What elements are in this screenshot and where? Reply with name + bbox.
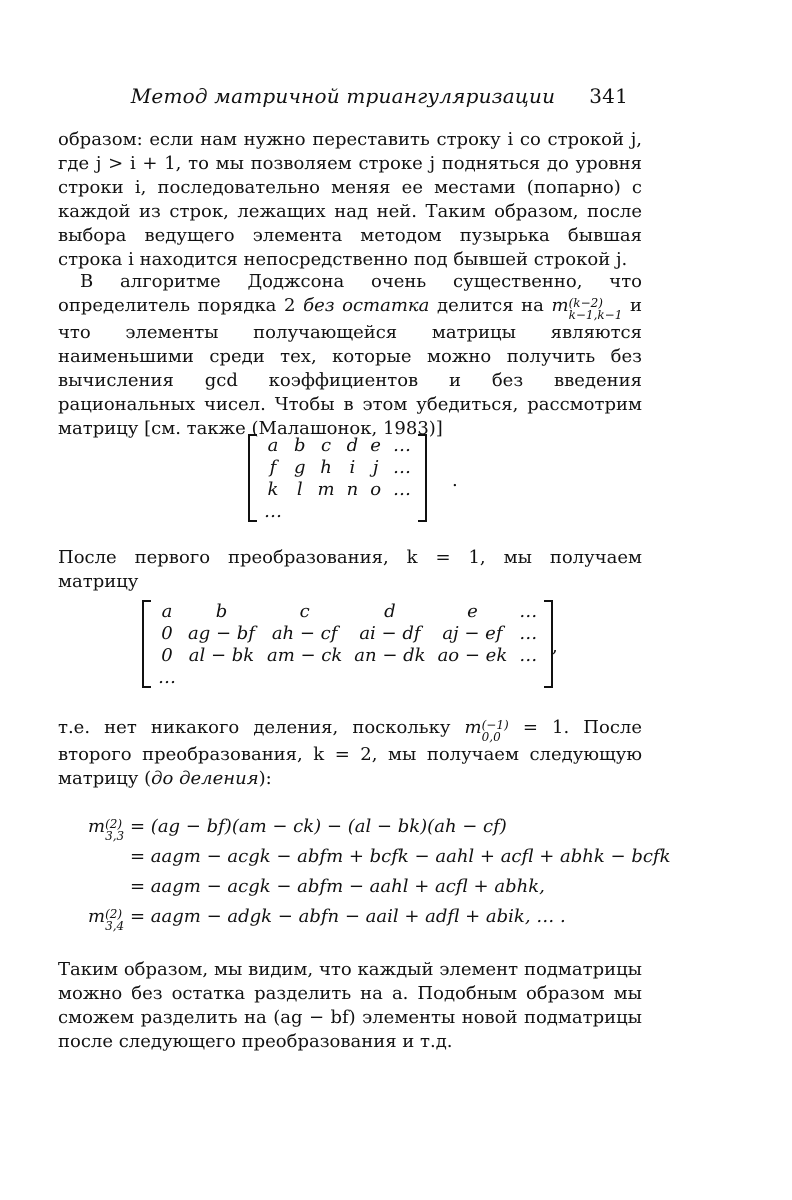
matrix-cell: … bbox=[264, 500, 282, 522]
equation-block bbox=[88, 812, 671, 933]
matrix-cell: b bbox=[215, 600, 228, 622]
matrix-1-left-bracket bbox=[248, 434, 257, 522]
matrix-1-tail: . bbox=[452, 470, 458, 491]
eq-rhs: = (ag − bf)(am − ck) − (al − bk)(ah − cf) bbox=[130, 816, 507, 837]
eq-lhs-base: m bbox=[88, 906, 106, 927]
matrix-cell: a bbox=[267, 434, 279, 456]
matrix-cell: b bbox=[294, 434, 306, 456]
m-index-stack bbox=[569, 297, 623, 321]
matrix-cell: e bbox=[370, 434, 381, 456]
matrix-cell: ag − bf bbox=[188, 622, 255, 644]
paragraph-4-part-b: = 1. После второго преобразования, k = 2, мы получаем следующую матрицу ( bbox=[58, 717, 642, 789]
m00-symbol: m bbox=[464, 717, 482, 738]
paragraph-4-part-a: т.е. нет никакого деления, поскольку bbox=[58, 717, 451, 738]
paragraph-2-part-a: В алгоритме Доджсона очень существенно, что определитель порядка 2 bbox=[58, 271, 642, 316]
matrix-row bbox=[152, 666, 543, 688]
m00-subscript: 0,0 bbox=[481, 730, 501, 744]
matrix-cell: … bbox=[393, 478, 412, 500]
eq-lhs-sub: 3,4 bbox=[105, 919, 125, 933]
matrix-cell: n bbox=[346, 478, 359, 500]
matrix-cell: 0 bbox=[161, 622, 173, 644]
matrix-row bbox=[258, 478, 417, 500]
matrix-cell: … bbox=[519, 644, 538, 666]
matrix-cell: o bbox=[370, 478, 382, 500]
paragraph-2 bbox=[58, 270, 642, 441]
eq-lhs-sup: (2) bbox=[105, 907, 123, 921]
matrix-row bbox=[258, 456, 417, 478]
matrix-cell: aj − ef bbox=[442, 622, 503, 644]
matrix-cell: d bbox=[384, 600, 396, 622]
matrix-cell bbox=[288, 500, 312, 522]
matrix-cell: l bbox=[296, 478, 303, 500]
m-superscript: (k−2) bbox=[568, 296, 603, 310]
matrix-1-table bbox=[258, 434, 417, 522]
matrix-cell: f bbox=[269, 456, 277, 478]
matrix-cell bbox=[182, 666, 261, 688]
matrix-cell: i bbox=[349, 456, 356, 478]
matrix-cell: ai − df bbox=[359, 622, 421, 644]
paragraph-1: образом: если нам нужно переставить строку i со строкой j, где j > i + 1, то мы позволяем строке j подняться до уровня строки i, последовательно меняя ее местами (попарно) с каждой из строк, лежащих над ней. Таким образом, после выбора ведущего элемента методом пузырька бывшая строка i находится непосредственно под бывшей строкой j. bbox=[58, 129, 642, 270]
matrix-cell: … bbox=[519, 600, 538, 622]
matrix-cell: m bbox=[317, 478, 335, 500]
page-number: 341 bbox=[589, 84, 628, 108]
matrix-cell: h bbox=[320, 456, 332, 478]
eq-lhs-sup: (2) bbox=[105, 817, 123, 831]
eq-rhs: = aagm − acgk − abfm − aahl + acfl + abhk, bbox=[130, 876, 545, 897]
matrix-2 bbox=[152, 600, 543, 688]
eq-lhs bbox=[88, 902, 124, 932]
matrix-cell bbox=[341, 500, 365, 522]
matrix-cell: c bbox=[321, 434, 332, 456]
matrix-cell: j bbox=[372, 456, 379, 478]
matrix-cell: c bbox=[299, 600, 310, 622]
equation-row bbox=[88, 842, 671, 872]
eq-rhs: = aagm − acgk − abfm + bcfk − aahl + acfl + abhk − bcfk bbox=[130, 846, 671, 867]
paragraph-2-part-d: и что элементы получающейся матрицы являются наименьшими среди тех, которые можно получить без вычисления gcd коэффициентов и без введения рациональных чисел. Чтобы в этом убедиться, рассмотрим матрицу [см. также (Малашонок, 1983)] bbox=[58, 295, 642, 439]
matrix-cell: … bbox=[393, 456, 412, 478]
m00-index-stack bbox=[482, 719, 509, 743]
matrix-row bbox=[258, 500, 417, 522]
matrix-cell: g bbox=[294, 456, 306, 478]
eq-rhs: = aagm − adgk − abfn − aail + adfl + abik, … . bbox=[130, 906, 566, 927]
matrix-cell: ao − ek bbox=[437, 644, 508, 666]
equation-row bbox=[88, 872, 668, 902]
paragraph-2-emph: без остатка bbox=[303, 295, 430, 316]
matrix-1-right-bracket bbox=[418, 434, 427, 522]
matrix-cell: am − ck bbox=[266, 644, 343, 666]
eq-lhs-index bbox=[105, 818, 124, 842]
matrix-cell bbox=[364, 500, 387, 522]
matrix-cell: an − dk bbox=[354, 644, 426, 666]
matrix-cell bbox=[348, 666, 431, 688]
matrix-cell: k bbox=[267, 478, 279, 500]
matrix-cell: … bbox=[158, 666, 176, 688]
equation-row bbox=[88, 902, 668, 932]
eq-lhs-base: m bbox=[88, 816, 106, 837]
matrix-cell: a bbox=[161, 600, 173, 622]
matrix-row bbox=[258, 434, 417, 456]
paragraph-5: Таким образом, мы видим, что каждый элемент подматрицы можно без остатка разделить на a. Подобным образом мы сможем разделить на (ag − bf) элементы новой подматрицы после следующего преобразования и т.д. bbox=[58, 959, 642, 1052]
matrix-cell bbox=[312, 500, 341, 522]
eq-lhs-index bbox=[105, 908, 124, 932]
paragraph-2-part-c: делится на bbox=[437, 295, 544, 316]
paragraph-3: После первого преобразования, k = 1, мы получаем матрицу bbox=[58, 547, 642, 592]
m-symbol: m bbox=[551, 295, 569, 316]
matrix-1 bbox=[258, 434, 417, 522]
matrix-cell: ah − cf bbox=[271, 622, 338, 644]
eq-lhs-sub: 3,3 bbox=[105, 829, 125, 843]
matrix-cell: 0 bbox=[161, 644, 173, 666]
running-head bbox=[0, 84, 628, 108]
matrix-cell: e bbox=[467, 600, 478, 622]
matrix-cell bbox=[387, 500, 417, 522]
equation-row bbox=[88, 812, 668, 842]
m-subscript: k−1,k−1 bbox=[568, 308, 623, 322]
matrix-cell bbox=[513, 666, 543, 688]
paragraph-4-emph: до деления bbox=[151, 768, 259, 789]
matrix-2-tail: , bbox=[552, 636, 558, 657]
m00-superscript: (−1) bbox=[481, 718, 509, 732]
matrix-2-left-bracket bbox=[142, 600, 151, 688]
matrix-2-table bbox=[152, 600, 543, 688]
matrix-cell: … bbox=[519, 622, 538, 644]
matrix-cell bbox=[261, 666, 348, 688]
matrix-cell bbox=[432, 666, 514, 688]
paragraph-4-part-d: ): bbox=[258, 768, 272, 789]
matrix-cell: al − bk bbox=[188, 644, 255, 666]
matrix-row bbox=[152, 644, 543, 666]
paragraph-4 bbox=[58, 716, 642, 791]
matrix-cell: d bbox=[346, 434, 359, 456]
running-title: Метод матричной триангуляризации bbox=[130, 84, 556, 108]
matrix-cell: … bbox=[393, 434, 412, 456]
matrix-row bbox=[152, 600, 543, 622]
matrix-row bbox=[152, 622, 543, 644]
eq-lhs bbox=[88, 812, 124, 842]
